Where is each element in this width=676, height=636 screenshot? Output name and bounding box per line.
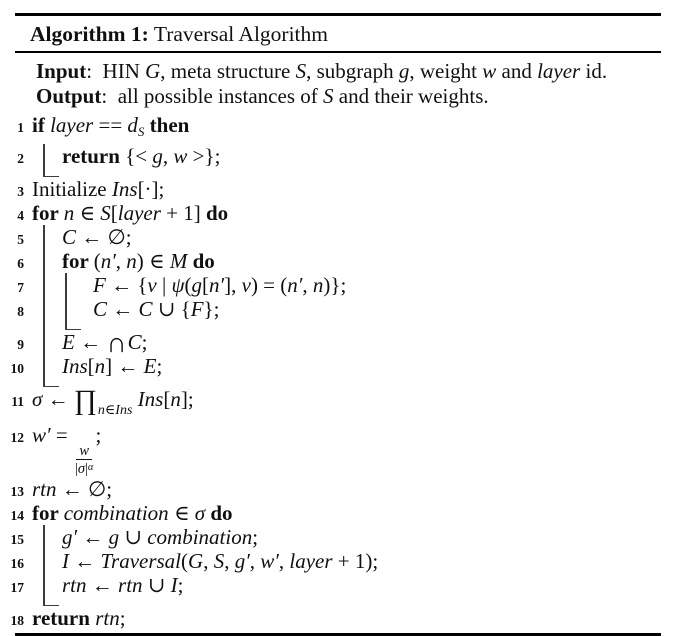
algo-line — [0, 177, 676, 201]
algo-line — [0, 297, 676, 321]
line-number: 18 — [10, 613, 24, 628]
math-cal-var: I — [62, 549, 69, 573]
math-var: w′ — [32, 423, 51, 447]
math-var: G — [145, 59, 161, 83]
line-number: 11 — [11, 394, 24, 409]
line-content — [32, 477, 112, 501]
algo-line — [0, 201, 676, 225]
line-content — [32, 501, 233, 525]
text-run: and their weights. — [333, 84, 489, 108]
output-line — [36, 84, 676, 109]
math-cal-var: S — [213, 549, 225, 573]
text-run: ← — [86, 573, 119, 597]
math-var: g′ — [62, 525, 78, 549]
math-var: n — [94, 354, 106, 378]
math-var: v — [241, 273, 251, 297]
text-run: ∪ — [142, 573, 171, 597]
line-number: 15 — [10, 532, 24, 547]
line-content — [62, 525, 258, 549]
text-run: , — [278, 549, 290, 573]
text-run: : all possible instances of — [101, 84, 323, 108]
math-fraction — [75, 443, 93, 477]
text-run: , — [249, 549, 261, 573]
text-run: ∪ — [119, 525, 148, 549]
text-run: == — [93, 113, 128, 137]
text-run: , subgraph — [306, 59, 399, 83]
math-var: C — [138, 297, 153, 321]
fraction-denominator — [75, 460, 93, 477]
math-var: M — [169, 249, 188, 273]
text-run: ; — [95, 423, 102, 447]
text-run: ], — [224, 273, 242, 297]
math-var: Ins — [62, 354, 88, 378]
text-run: ; — [252, 525, 259, 549]
text-run: ← — [69, 549, 101, 573]
block-spacer — [0, 168, 676, 177]
block-bracket — [24, 330, 54, 354]
math-var: n′ — [287, 273, 303, 297]
text-run: ; — [119, 606, 126, 630]
text-run: , — [115, 249, 127, 273]
line-number: 16 — [10, 556, 24, 571]
math-cal-var: S — [323, 84, 334, 108]
block-bracket — [24, 321, 54, 330]
math-var: σ — [32, 387, 43, 411]
line-number — [0, 321, 24, 330]
text-run: ; — [177, 573, 184, 597]
keyword: Output — [36, 84, 102, 108]
algo-line — [0, 225, 676, 249]
block-bracket — [24, 225, 54, 249]
math-var: G — [188, 549, 204, 573]
keyword: then — [149, 113, 190, 137]
math-var: g — [191, 273, 203, 297]
algorithm-title-label: Algorithm 1: — [30, 22, 149, 46]
text-run: = — [50, 423, 73, 447]
math-var: rtn — [62, 573, 87, 597]
algo-line — [0, 573, 676, 597]
math-var: n — [126, 249, 137, 273]
line-number: 6 — [17, 256, 24, 271]
math-var: layer — [289, 549, 333, 573]
keyword: if — [32, 113, 51, 137]
line-content — [32, 387, 194, 423]
math-var: w — [79, 443, 90, 459]
math-var: g′ — [234, 549, 250, 573]
text-run: ( — [181, 549, 189, 573]
line-content — [62, 225, 132, 249]
text-run: [ — [163, 387, 171, 411]
keyword: for — [32, 201, 64, 225]
algo-line — [0, 144, 676, 168]
math-var: rtn — [32, 477, 57, 501]
line-content — [62, 354, 162, 378]
math-var: σ — [194, 501, 206, 525]
math-var: Ins — [137, 387, 164, 411]
text-run: }; — [203, 297, 220, 321]
block-spacer — [0, 321, 676, 330]
text-run: [ — [202, 273, 210, 297]
line-number — [0, 378, 24, 387]
math-var: n — [312, 273, 324, 297]
text-run: ← — [107, 297, 139, 321]
line-content — [62, 249, 215, 273]
algo-line — [0, 249, 676, 273]
input-line — [36, 59, 676, 84]
line-number: 13 — [10, 484, 24, 499]
text-run: [ — [110, 201, 118, 225]
math-var: g — [398, 59, 410, 83]
keyword: do — [205, 201, 229, 225]
algo-line — [0, 273, 676, 297]
math-var: E — [62, 330, 75, 354]
algo-line — [0, 501, 676, 525]
text-run: , — [162, 144, 174, 168]
math-subscript: S — [137, 124, 145, 139]
text-run: ( — [93, 249, 101, 273]
line-number: 10 — [10, 361, 24, 376]
text-run: , — [203, 549, 214, 573]
algo-line — [0, 387, 676, 423]
math-cal-var: S — [295, 59, 307, 83]
math-var: rtn — [118, 573, 143, 597]
text-run: , weight — [409, 59, 483, 83]
line-content — [62, 573, 183, 597]
block-bracket — [54, 297, 85, 321]
math-var: Traversal — [100, 549, 182, 573]
text-run: ] ← — [105, 354, 144, 378]
math-cal-var: S — [100, 201, 111, 225]
text-run: | — [156, 273, 172, 297]
line-content — [32, 423, 101, 477]
math-var: n′ — [209, 273, 225, 297]
text-run: ← — [74, 330, 107, 354]
algo-line — [0, 525, 676, 549]
math-var: g — [152, 144, 163, 168]
text-run: ← { — [105, 273, 148, 297]
math-var: v — [147, 273, 157, 297]
line-content — [32, 113, 189, 144]
block-bracket — [24, 525, 54, 549]
line-content — [93, 273, 346, 297]
keyword: do — [210, 501, 233, 525]
algo-line — [0, 423, 676, 477]
math-var: ψ — [171, 273, 185, 297]
text-run: {< — [125, 144, 153, 168]
math-superscript: α — [87, 462, 94, 473]
math-var: d — [127, 113, 138, 137]
math-var: n — [170, 387, 181, 411]
text-run: ∈ — [168, 501, 195, 525]
text-run: ( — [184, 273, 192, 297]
line-number: 3 — [17, 184, 24, 199]
algorithm-title-name: Traversal Algorithm — [148, 22, 328, 46]
block-bracket — [24, 378, 54, 387]
math-var: Ins — [111, 177, 138, 201]
line-number: 17 — [10, 580, 24, 595]
math-var: w′ — [260, 549, 279, 573]
algorithm-body — [0, 112, 676, 630]
text-run: , — [224, 549, 235, 573]
text-run: | — [74, 461, 78, 477]
math-cal-var: I — [170, 573, 178, 597]
math-var: g — [108, 525, 120, 549]
block-bracket — [24, 354, 54, 378]
text-run: id. — [580, 59, 608, 83]
algo-line — [0, 606, 676, 630]
block-bracket — [24, 273, 54, 297]
algo-line — [0, 549, 676, 573]
text-run: ∈ — [74, 201, 101, 225]
text-run: + 1); — [332, 549, 379, 573]
line-content — [93, 297, 219, 321]
fraction-numerator — [76, 443, 92, 460]
block-bracket — [24, 297, 54, 321]
line-number — [0, 168, 24, 177]
text-run: | — [85, 461, 88, 477]
block-bracket — [24, 144, 54, 168]
algo-line — [0, 328, 676, 359]
line-number: 9 — [17, 337, 24, 352]
line-content — [62, 144, 220, 168]
keyword: return — [62, 144, 126, 168]
math-var: F — [190, 297, 204, 321]
line-number: 12 — [10, 430, 24, 445]
keyword: do — [192, 249, 215, 273]
input-output-block — [36, 53, 676, 112]
line-number: 1 — [17, 120, 24, 135]
text-run: ; — [141, 330, 148, 354]
math-var: w — [173, 144, 188, 168]
math-var: n′ — [100, 249, 116, 273]
math-var: combination — [63, 501, 169, 525]
math-operator: ∏ — [73, 385, 97, 416]
text-run: [ — [87, 354, 95, 378]
line-content — [62, 328, 148, 359]
block-bracket — [24, 549, 54, 573]
math-var: F — [93, 273, 106, 297]
block-bracket — [24, 249, 54, 273]
text-run: Initialize — [32, 177, 112, 201]
block-bracket — [54, 273, 85, 297]
math-var: combination — [147, 525, 253, 549]
line-number: 8 — [17, 304, 24, 319]
algorithm-box — [0, 13, 676, 630]
math-var: layer — [537, 59, 581, 83]
text-run: ; — [156, 354, 163, 378]
math-var: n — [63, 201, 75, 225]
block-spacer — [0, 378, 676, 387]
keyword: for — [62, 249, 94, 273]
text-run: , meta structure — [160, 59, 296, 83]
text-run: ← — [42, 387, 74, 411]
line-content — [32, 201, 228, 225]
text-run: + 1] — [160, 201, 206, 225]
algo-line — [0, 113, 676, 144]
keyword: return — [32, 606, 96, 630]
line-number: 4 — [17, 208, 24, 223]
math-var: C — [62, 225, 77, 249]
text-run: [·]; — [137, 177, 165, 201]
math-var: w — [482, 59, 497, 83]
math-subscript: n∈Ins — [97, 403, 133, 418]
math-var: layer — [50, 113, 94, 137]
text-run: : HIN — [86, 59, 146, 83]
line-content — [62, 549, 378, 573]
text-run: and — [496, 59, 538, 83]
line-number: 5 — [17, 232, 24, 247]
line-content — [32, 606, 126, 630]
line-number: 7 — [17, 280, 24, 295]
text-run: ← ∅; — [76, 225, 132, 249]
algo-line — [0, 477, 676, 501]
algorithm-title — [30, 16, 676, 51]
keyword: for — [32, 501, 64, 525]
math-var: C — [93, 297, 108, 321]
line-number: 14 — [10, 508, 24, 523]
text-run: ← ∅; — [56, 477, 113, 501]
text-run: )}; — [323, 273, 347, 297]
text-run: ← — [77, 525, 109, 549]
text-run: >}; — [187, 144, 221, 168]
math-var: layer — [117, 201, 161, 225]
text-run: ) = ( — [250, 273, 288, 297]
text-run: ) ∈ — [136, 249, 170, 273]
algo-line — [0, 354, 676, 378]
line-number: 2 — [17, 151, 24, 166]
block-bracket — [24, 168, 54, 177]
text-run: , — [302, 273, 313, 297]
math-var: E — [143, 354, 157, 378]
text-run: ∪ { — [152, 297, 191, 321]
keyword: Input — [36, 59, 87, 83]
block-bracket — [24, 573, 54, 597]
block-bracket — [54, 321, 85, 330]
line-content — [32, 177, 164, 201]
text-run: ]; — [180, 387, 194, 411]
math-operator: ∩ — [106, 328, 127, 359]
math-var: C — [127, 330, 142, 354]
math-var: rtn — [95, 606, 120, 630]
math-var: σ — [77, 461, 86, 477]
